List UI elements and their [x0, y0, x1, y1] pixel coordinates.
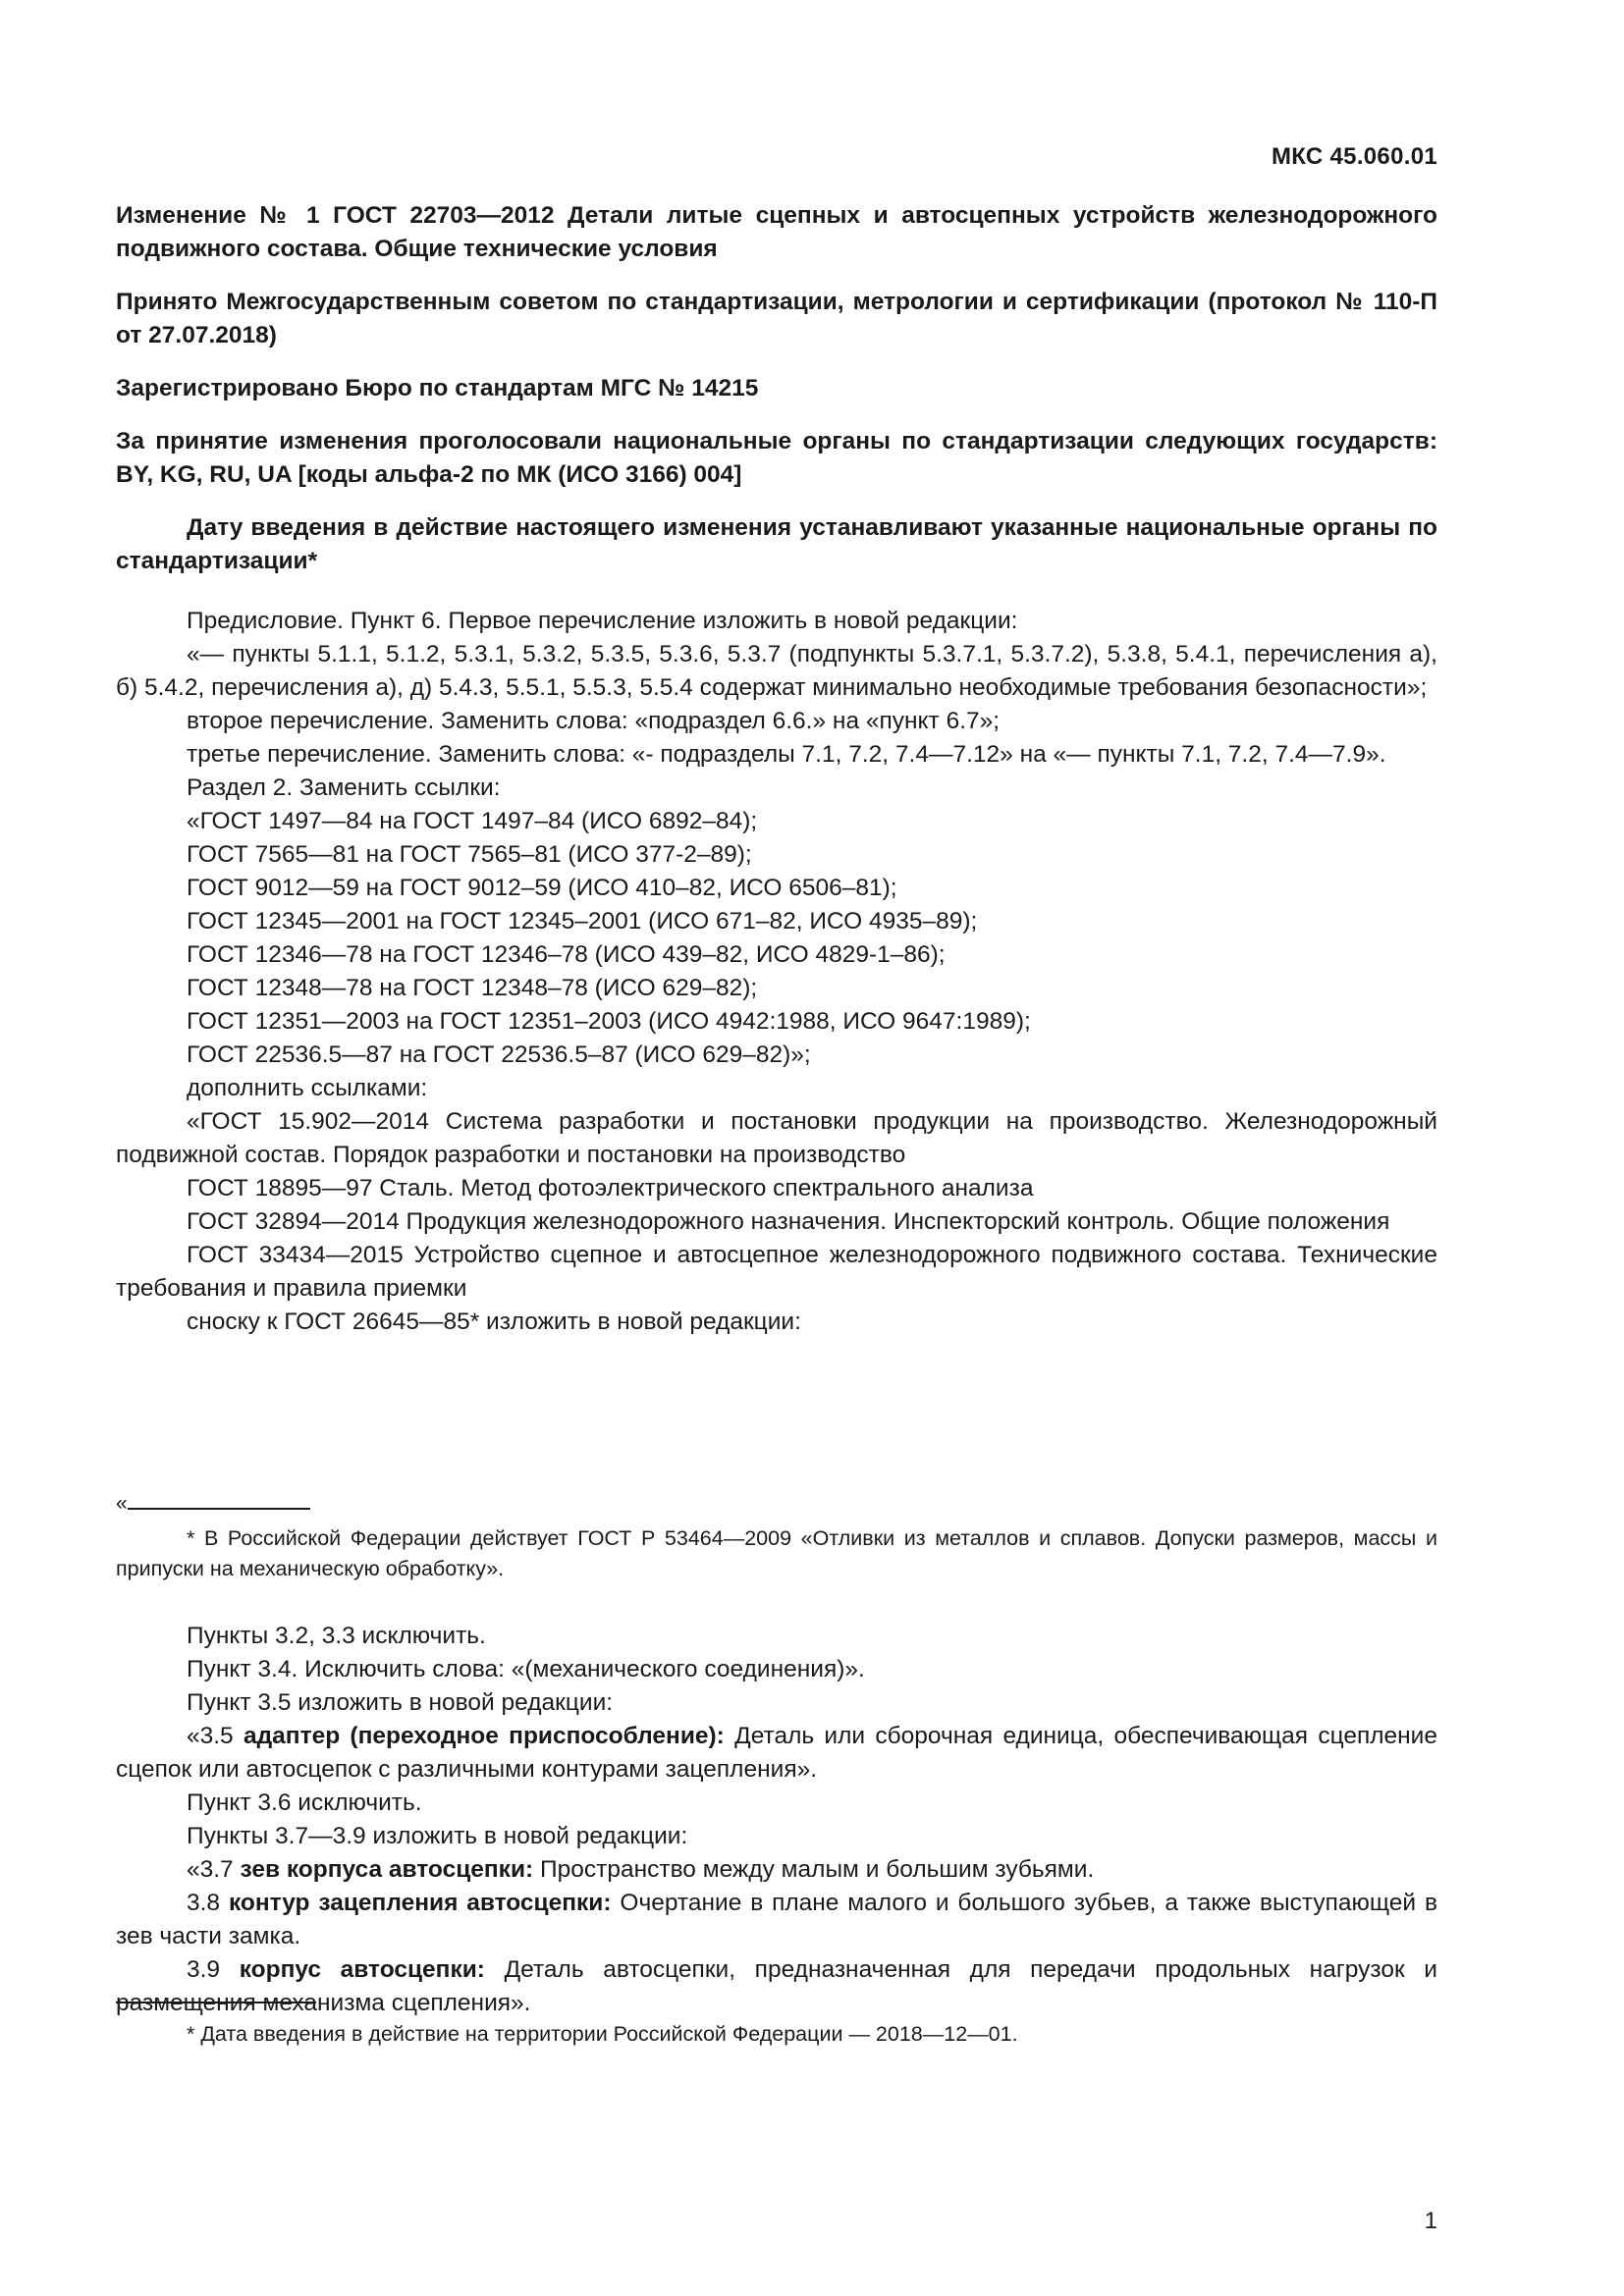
open-quote: «	[116, 1492, 128, 1515]
body-paragraph: третье перечисление. Заменить слова: «- подразделы 7.1, 7.2, 7.4—7.12» на «— пункты 7.1, 7.2, 7.4—7.9».	[187, 741, 1386, 768]
page-number: 1	[1424, 2208, 1437, 2234]
term-definition: Очертание в плане малого и большого зубьев, а также выступающей в зев части замка.	[116, 1890, 1437, 1949]
term-name: адаптер (переходное приспособление):	[243, 1723, 725, 1749]
term-3-7	[116, 1853, 1437, 1887]
term-number: 3.8	[187, 1890, 221, 1916]
body-paragraph: Пункт 3.5 изложить в новой редакции:	[187, 1689, 614, 1716]
footnote-rule	[116, 2002, 316, 2003]
term-number: «3.5	[187, 1723, 234, 1749]
reference-item: ГОСТ 12345—2001 на ГОСТ 12345–2001 (ИСО 671–82, ИСО 4935–89);	[187, 908, 978, 934]
body-paragraph: дополнить ссылками:	[187, 1075, 428, 1101]
reference-item: ГОСТ 12351—2003 на ГОСТ 12351–2003 (ИСО 4942:1988, ИСО 9647:1989);	[187, 1008, 1031, 1035]
amendment-body-part2	[116, 1620, 1437, 2020]
term-name: зев корпуса автосцепки:	[240, 1856, 534, 1883]
body-paragraph: «— пункты 5.1.1, 5.1.2, 5.3.1, 5.3.2, 5.3.5, 5.3.6, 5.3.7 (подпункты 5.3.7.1, 5.3.7.2), 5.3.8, 5.4.1, перечисления а), б) 5.4.2, перечисления а), д) 5.4.3, 5.5.1, 5.5.3, 5.5.4 содержат минимально необходимые требования безопасности»;	[116, 641, 1437, 701]
mks-code: МКС 45.060.01	[1272, 143, 1437, 170]
reference-item: ГОСТ 18895—97 Сталь. Метод фотоэлектрического спектрального анализа	[187, 1175, 1034, 1201]
term-3-5	[116, 1720, 1437, 1787]
body-paragraph: Пункты 3.7—3.9 изложить в новой редакции:	[187, 1823, 688, 1849]
body-paragraph: Предисловие. Пункт 6. Первое перечисление изложить в новой редакции:	[187, 608, 1018, 634]
amendment-header	[116, 199, 1437, 578]
term-definition: Деталь автосцепки, предназначенная для передачи продольных нагрузок и размещения механизма сцепления».	[116, 1956, 1437, 2016]
body-paragraph: сноску к ГОСТ 26645—85* изложить в новой редакции:	[187, 1308, 801, 1335]
inner-footnote-text: * В Российской Федерации действует ГОСТ Р 53464—2009 «Отливки из металлов и сплавов. Допуски размеров, массы и припуски на механическую обработку».	[116, 1526, 1437, 1580]
reference-item: «ГОСТ 15.902—2014 Система разработки и постановки продукции на производство. Железнодорожный подвижной состав. Порядок разработки и постановки на производство	[116, 1108, 1437, 1168]
reference-item: ГОСТ 7565—81 на ГОСТ 7565–81 (ИСО 377-2–89);	[187, 841, 752, 868]
reference-item: ГОСТ 32894—2014 Продукция железнодорожного назначения. Инспекторский контроль. Общие положения	[187, 1208, 1390, 1235]
term-definition: Деталь или сборочная единица, обеспечивающая сцепление сцепок или автосцепок с различными контурами зацепления».	[116, 1723, 1437, 1783]
date-notice: Дату введения в действие настоящего изменения устанавливают указанные национальные органы по стандартизации*	[116, 514, 1437, 574]
reference-item: ГОСТ 12348—78 на ГОСТ 12348–78 (ИСО 629–82);	[187, 975, 758, 1001]
reference-item: ГОСТ 12346—78 на ГОСТ 12346–78 (ИСО 439–82, ИСО 4829-1–86);	[187, 941, 946, 968]
amendment-title: Изменение № 1 ГОСТ 22703—2012 Детали литые сцепных и автосцепных устройств железнодорожного подвижного состава. Общие технические условия	[116, 202, 1437, 262]
term-3-8	[116, 1887, 1437, 1953]
term-number: «3.7	[187, 1856, 234, 1883]
footnote-rule	[128, 1508, 310, 1510]
reference-item: «ГОСТ 1497—84 на ГОСТ 1497–84 (ИСО 6892–84);	[187, 808, 758, 834]
term-definition: Пространство между малым и большим зубьями.	[539, 1856, 1095, 1883]
adopted-statement: Принято Межгосударственным советом по стандартизации, метрологии и сертификации (протокол № 110-П от 27.07.2018)	[116, 289, 1437, 348]
body-paragraph: второе перечисление. Заменить слова: «подраздел 6.6.» на «пункт 6.7»;	[187, 708, 1001, 734]
term-number: 3.9	[187, 1956, 221, 1983]
inner-footnote	[116, 1490, 1437, 1584]
body-paragraph: Пункт 3.4. Исключить слова: «(механического соединения)».	[187, 1656, 865, 1682]
voted-statement: За принятие изменения проголосовали национальные органы по стандартизации следующих государств: BY, KG, RU, UA [коды альфа-2 по МК (ИСО 3166) 004]	[116, 428, 1437, 488]
page-footnote-text: * Дата введения в действие на территории Российской Федерации — 2018—12—01.	[187, 2022, 1018, 2046]
registered-statement: Зарегистрировано Бюро по стандартам МГС № 14215	[116, 375, 759, 401]
page-footnote	[116, 2002, 1437, 2050]
body-paragraph: Раздел 2. Заменить ссылки:	[187, 774, 501, 801]
reference-item: ГОСТ 9012—59 на ГОСТ 9012–59 (ИСО 410–82, ИСО 6506–81);	[187, 875, 897, 901]
term-name: корпус автосцепки:	[239, 1956, 485, 1983]
amendment-body-part1	[116, 605, 1437, 1339]
body-paragraph: Пункты 3.2, 3.3 исключить.	[187, 1623, 486, 1649]
inner-footnote-separator	[116, 1490, 1437, 1514]
term-name: контур зацепления автосцепки:	[228, 1890, 612, 1916]
body-paragraph: Пункт 3.6 исключить.	[187, 1789, 422, 1816]
reference-item: ГОСТ 33434—2015 Устройство сцепное и автосцепное железнодорожного подвижного состава. Технические требования и правила приемки	[116, 1242, 1437, 1302]
reference-item: ГОСТ 22536.5—87 на ГОСТ 22536.5–87 (ИСО 629–82)»;	[187, 1041, 811, 1068]
